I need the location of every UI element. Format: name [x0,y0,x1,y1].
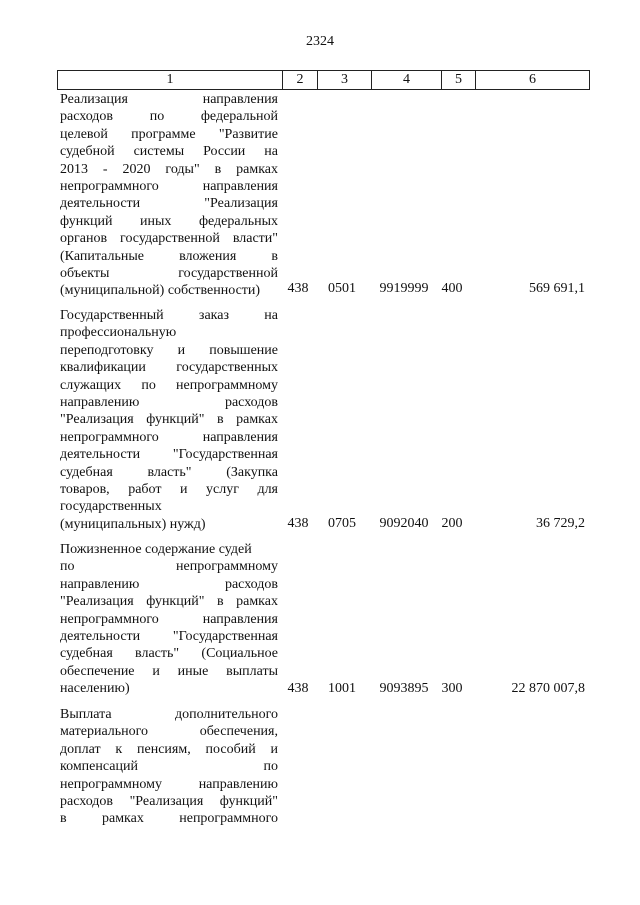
description-line: обеспечение и иные выплаты [60,663,278,679]
description-line: "Реализация функций" в рамках [60,594,278,610]
description-line: Государственный заказ на [60,308,278,323]
header-col-6: 6 [529,72,536,87]
section-code: 438 [287,516,309,531]
description-line: органов государственной власти" [60,231,278,247]
row-description [60,307,278,533]
expense-type-code: 200 [441,516,463,531]
description-line: переподготовку и повышение [60,342,278,358]
description-line: судебная власть" (Закупка [60,464,278,480]
description-line: непрограммного направления [60,179,278,195]
description-line: Реализация направления [60,92,278,107]
row-description [60,541,278,698]
description-line: государственных [60,499,162,515]
row-description [60,91,278,300]
description-line: расходов по федеральной [60,109,278,125]
description-line: (муниципальной) собственности) [60,283,261,299]
table-header [57,70,590,90]
subsection-code: 0501 [328,281,356,296]
description-line: компенсаций по [60,759,278,775]
amount: 22 870 007,8 [511,681,585,696]
header-col-5: 5 [455,72,462,87]
description-line: товаров, работ и услуг для [60,482,278,498]
description-line: 2013 - 2020 годы" в рамках [60,161,278,177]
description-line: направлению расходов [60,576,278,592]
description-line: материального обеспечения, [60,724,278,740]
description-line: судебная власть" (Социальное [60,646,278,662]
description-line: (Капитальные вложения в [60,248,278,264]
target-article-code: 9092040 [379,516,429,531]
description-line: непрограммного направления [60,611,278,627]
subsection-code: 1001 [328,681,356,696]
description-line: "Реализация функций" в рамках [60,412,278,428]
description-line: по непрограммному [60,559,278,575]
description-line: в рамках непрограммного [60,811,278,827]
description-line: функций иных федеральных [60,213,278,229]
expense-type-code: 300 [441,681,463,696]
page-number: 2324 [306,34,334,49]
description-line: населению) [60,681,130,697]
description-line: профессиональную [60,325,177,341]
row-description [60,706,278,828]
description-line: деятельности "Государственная [60,447,278,463]
description-line: непрограммному направлению [60,776,278,792]
section-code: 438 [287,281,309,296]
description-line: объекты государственной [60,266,278,282]
description-line: судебной системы России на [60,144,278,160]
description-line: служащих по непрограммному [60,377,278,393]
description-line: Выплата дополнительного [60,707,278,722]
section-code: 438 [287,681,309,696]
target-article-code: 9919999 [379,281,429,296]
description-line: деятельности "Реализация [60,196,278,212]
description-line: квалификации государственных [60,360,278,376]
description-line: расходов "Реализация функций" [60,794,278,810]
header-col-4: 4 [403,72,410,87]
header-col-2: 2 [296,72,304,87]
target-article-code: 9093895 [379,681,429,696]
description-line: направлению расходов [60,395,278,411]
description-line: Пожизненное содержание судей [60,542,252,557]
description-line: доплат к пенсиям, пособий и [60,741,278,757]
description-line: (муниципальных) нужд) [60,516,206,532]
expense-type-code: 400 [441,281,463,296]
amount: 569 691,1 [529,281,585,296]
description-line: непрограммного направления [60,429,278,445]
subsection-code: 0705 [328,516,356,531]
amount: 36 729,2 [536,516,585,531]
description-line: деятельности "Государственная [60,629,278,645]
description-line: целевой программе "Развитие [60,126,278,142]
header-col-1: 1 [166,72,174,87]
header-col-3: 3 [341,72,348,87]
